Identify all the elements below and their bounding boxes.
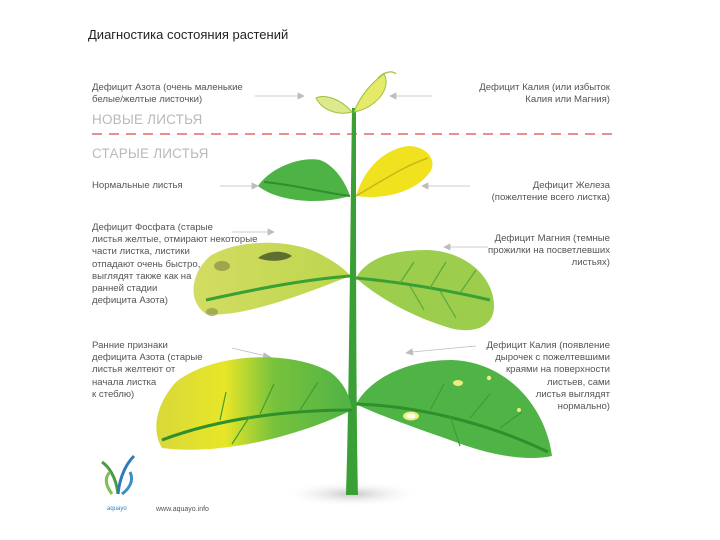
diagram-title: Диагностика состояния растений: [88, 27, 289, 42]
plant-stem: [346, 108, 358, 495]
zone-old-leaves: СТАРЫЕ ЛИСТЬЯ: [92, 146, 209, 161]
leaf-magnesium-deficit: [356, 250, 494, 330]
label-potassium-deficit-old: Дефицит Калия (появление дырочек с пожелтевшими краями на поверхности листьев, сами листья выглядят нормально): [486, 340, 610, 413]
sprout-new-leaves: [316, 72, 396, 113]
label-phosphate-deficit: Дефицит Фосфата (старые листья желтые, отмирают некоторые части листка, листики отпадают очень быстро, выглядят также как на ранней стадии дефицита Азота): [92, 222, 258, 307]
label-nitrogen-early: Ранние признаки дефицита Азота (старые листья желтеют от начала листка к стеблю): [92, 340, 203, 400]
label-normal-leaf: Нормальные листья: [92, 180, 183, 191]
label-magnesium-deficit: Дефицит Магния (темные прожилки на посветлевших листьях): [487, 233, 610, 269]
brand-name: aquayo: [107, 506, 127, 512]
label-nitrogen-deficit-new: Дефицит Азота (очень маленькие белые/желтые листочки): [92, 82, 243, 106]
leaf-iron-deficit: [356, 146, 433, 197]
aquayo-logo: [102, 456, 134, 494]
label-potassium-deficit-new: Дефицит Калия (или избыток Калия или Магния): [479, 82, 610, 106]
website-url: www.aquayo.info: [156, 506, 209, 513]
label-iron-deficit: Дефицит Железа (пожелтение всего листка): [491, 180, 610, 204]
zone-new-leaves: НОВЫЕ ЛИСТЬЯ: [92, 112, 203, 127]
leaf-normal: [258, 159, 350, 201]
